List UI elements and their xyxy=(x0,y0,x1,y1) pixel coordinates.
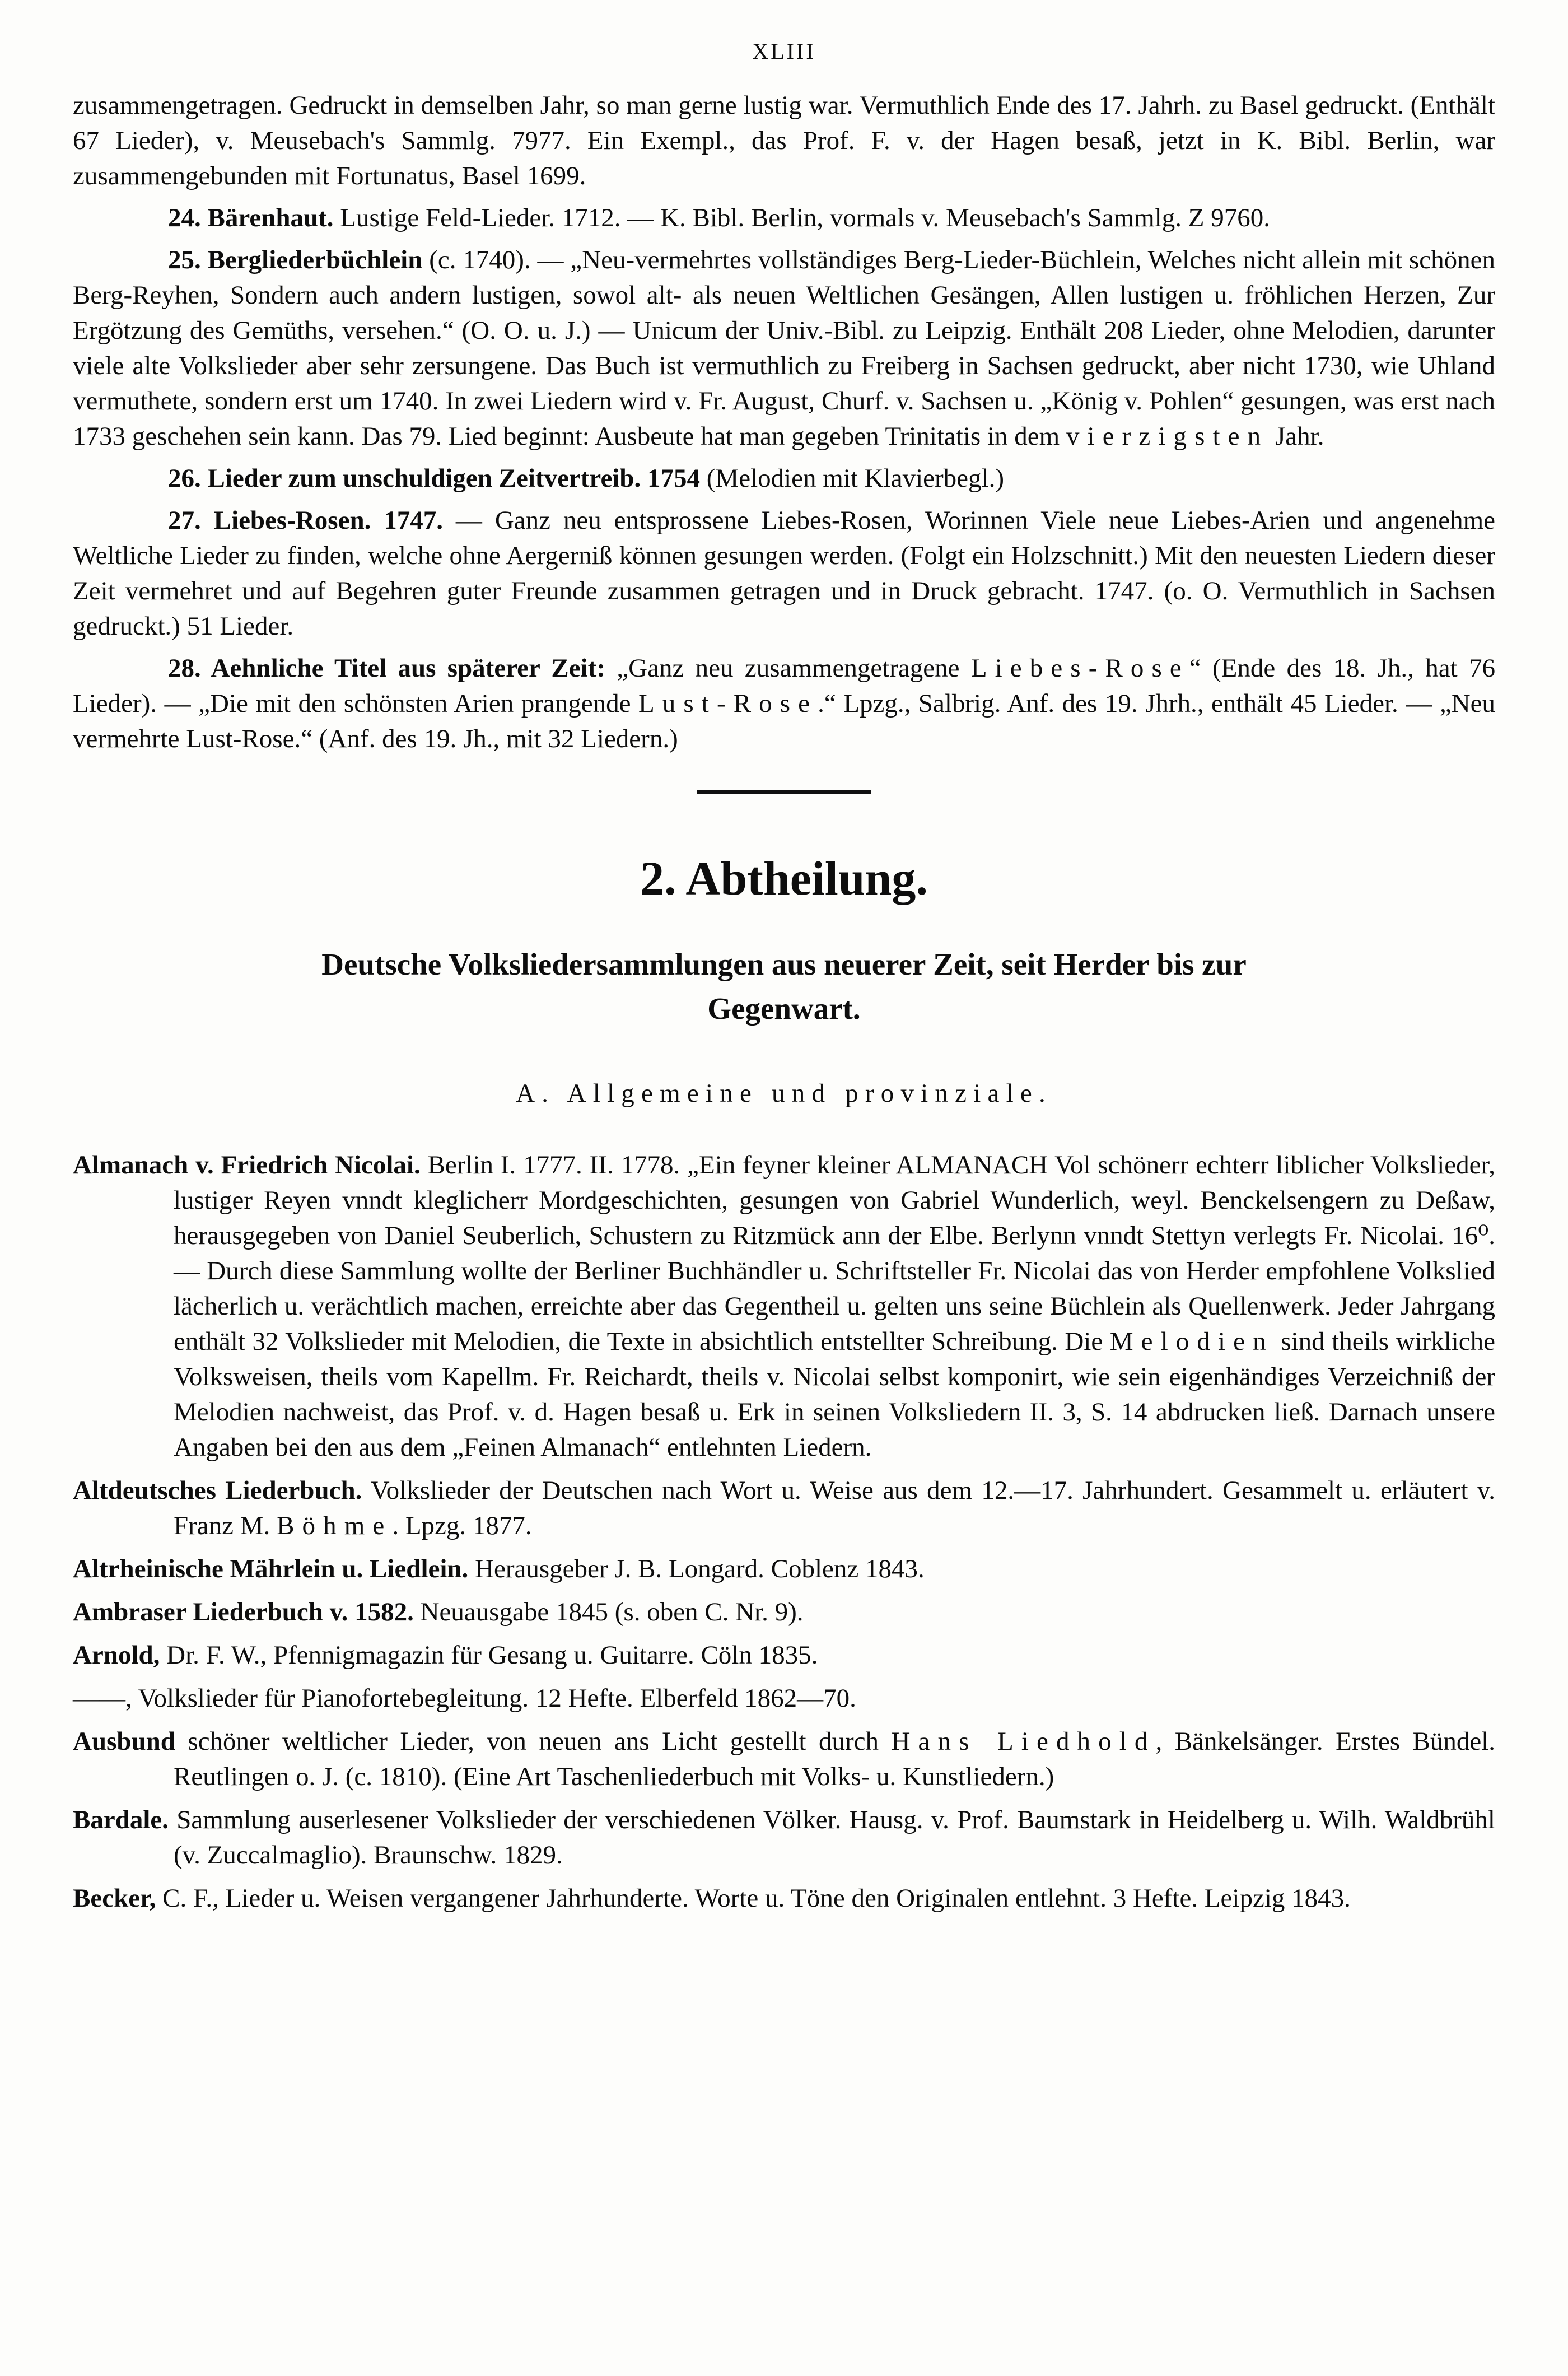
entry-24-title: 24. Bärenhaut. xyxy=(168,203,334,232)
entry-arnold-ditto-text: ——, Volkslieder für Pianofortebegleitung. 12 Hefte. Elberfeld 1862—70. xyxy=(73,1684,856,1713)
entry-28-text-c: .“ Lpzg., Salbrig. Anf. des 19. Jhrh., enthält 45 Lieder. — „Neu vermehrte Lust-Rose.“ (Anf. des 19. Jh., mit 32 Liedern.) xyxy=(73,689,1496,753)
entry-altrheinische-text: Herausgeber J. B. Longard. Coblenz 1843. xyxy=(468,1554,925,1584)
entry-28 xyxy=(73,651,1495,757)
entry-almanach-text-b: sind theils wirkliche Volksweisen, theils vom Kapellm. Fr. Reichardt, theils v. Nicolai selbst komponirt, wie sein eigenhändiges Verzeichniß der Melodien nachweist, das Prof. v. d. Hagen besaß u. Erk in seinen Volksliedern II. 3, S. 14 abdrucken ließ. Darnach unsere Angaben bei den aus dem „Feinen Almanach“ entlehnten Liedern. xyxy=(174,1327,1495,1462)
page-number: XLIII xyxy=(752,39,816,64)
section-subheading-line2: Gegenwart. xyxy=(707,991,861,1026)
entry-almanach-title: Almanach v. Friedrich Nicolai. xyxy=(73,1150,421,1180)
entry-25-text-b: Jahr. xyxy=(1268,422,1324,451)
entry-26 xyxy=(73,461,1495,496)
entry-altrheinische-title: Altrheinische Mährlein u. Liedlein. xyxy=(73,1554,469,1584)
entry-arnold xyxy=(73,1638,1495,1673)
entry-arnold-title: Arnold, xyxy=(73,1641,160,1670)
subsection-heading: A. Allgemeine und provinziale. xyxy=(516,1079,1052,1108)
entry-almanach-text-a: Berlin I. 1777. II. 1778. „Ein feyner kleiner ALMANACH Vol schönerr echterr liblicher Volkslieder, lustiger Reyen vnndt kleglicherr Mordgeschichten, gesungen von Gabriel Wunderlich, weyl. Benckelsengern zu Deßaw, herausgegeben von Daniel Seuberlich, Schustern zu Ritzmück ann der Elbe. Berlynn vnndt Stettyn verlegts Fr. Nicolai. 16⁰. — Durch diese Sammlung wollte der Berliner Buchhändler u. Schriftsteller Fr. Nicolai das von Herder empfohlene Volkslied lächerlich u. verächtlich machen, erreichte aber das Gegentheil u. gelten uns seine Büchlein als Quellenwerk. Jeder Jahrgang enthält 32 Volkslieder mit Melodien, die Texte in absichtlich entstellter Schreibung. Die xyxy=(174,1150,1495,1357)
entry-bardale-title: Bardale. xyxy=(73,1805,169,1835)
entry-altrheinische xyxy=(73,1552,1495,1587)
section-heading: 2. Abtheilung. xyxy=(640,851,928,905)
entry-becker-title: Becker, xyxy=(73,1884,156,1913)
entry-altdeutsches-liederbuch xyxy=(73,1473,1495,1544)
entry-25 xyxy=(73,243,1495,454)
entry-becker-text: C. F., Lieder u. Weisen vergangener Jahrhunderte. Worte u. Töne den Originalen entlehnt. 3 Hefte. Leipzig 1843. xyxy=(156,1884,1351,1913)
entry-28-emphasized-title-2: Lust-Rose xyxy=(638,689,818,718)
section-subheading xyxy=(73,942,1495,1032)
entry-almanach-emphasized-word: Melodien xyxy=(1109,1327,1274,1357)
entry-almanach xyxy=(73,1148,1495,1465)
entry-altdeutsches-title: Altdeutsches Liederbuch. xyxy=(73,1476,362,1506)
entry-27 xyxy=(73,503,1495,644)
entry-altdeutsches-text-a: Volkslieder der Deutschen nach Wort u. Weise aus dem 12.—17. Jahrhundert. Gesammelt u. erläutert v. Franz M. xyxy=(174,1476,1495,1541)
entry-27-text: — Ganz neu entsprossene Liebes-Rosen, Worinnen Viele neue Liebes-Arien und angenehme Weltliche Lieder zu finden, welche ohne Aergerniß können gesungen werden. (Folgt ein Holzschnitt.) Mit den neuesten Liedern dieser Zeit vermehret und auf Begehren guter Freunde zusammen getragen und in Druck gebracht. 1747. (o. O. Vermuthlich in Sachsen gedruckt.) 51 Lieder. xyxy=(73,506,1495,641)
entry-27-title: 27. Liebes-Rosen. 1747. xyxy=(168,506,444,535)
entry-25-title: 25. Bergliederbüchlein xyxy=(168,245,423,274)
intro-paragraph xyxy=(73,88,1495,194)
entry-25-text-a: (c. 1740). — „Neu-vermehrtes vollständiges Berg-Lieder-Büchlein, Welches nicht allein mit schönen Berg-Reyhen, Sondern auch andern lustigen, sowol alt- als neuen Weltlichen Gesängen, Allen lustigen u. fröhlichen Herzen, Zur Ergötzung des Gemüths, versehen.“ (O. O. u. J.) — Unicum der Univ.-Bibl. zu Leipzig. Enthält 208 Lieder, ohne Melodien, darunter viele alte Volkslieder aber sehr zersungene. Das Buch ist vermuthlich zu Freiberg in Sachsen gedruckt, aber nicht 1730, wie Uhland vermuthete, sondern erst um 1740. In zwei Liedern wird v. Fr. August, Churf. v. Sachsen u. „König v. Pohlen“ gesungen, was erst nach 1733 geschehen sein kann. Das 79. Lied beginnt: Ausbeute hat man gegeben Trinitatis in dem xyxy=(73,245,1495,451)
entry-ausbund-title: Ausbund xyxy=(73,1727,175,1757)
entry-becker xyxy=(73,1881,1495,1916)
entry-26-text: (Melodien mit Klavierbegl.) xyxy=(700,464,1004,493)
entry-ausbund-text-a: schöner weltlicher Lieder, von neuen ans Licht gestellt durch xyxy=(175,1727,892,1757)
entry-ausbund xyxy=(73,1724,1495,1795)
entry-28-text-a: „Ganz neu zusammengetragene xyxy=(605,654,971,683)
entry-24 xyxy=(73,201,1495,236)
entry-arnold-text: Dr. F. W., Pfennigmagazin für Gesang u. Guitarre. Cöln 1835. xyxy=(160,1641,818,1670)
entry-ambraser xyxy=(73,1595,1495,1630)
entry-ambraser-title: Ambraser Liederbuch v. 1582. xyxy=(73,1597,414,1627)
section-divider-rule xyxy=(697,790,871,794)
entry-bardale-text: Sammlung auserlesener Volkslieder der verschiedenen Völker. Hausg. v. Prof. Baumstark in Heidelberg u. Wilh. Waldbrühl (v. Zuccalmaglio). Braunschw. 1829. xyxy=(169,1805,1495,1870)
entry-25-emphasized-word: vierzigsten xyxy=(1066,422,1269,451)
entry-28-emphasized-title-1: Liebes-Rose xyxy=(970,654,1189,683)
entry-28-text-b: “ (Ende des 18. Jh., hat 76 Lieder). — „Die mit den schönsten Arien prangende xyxy=(73,654,1495,718)
entry-24-text: Lustige Feld-Lieder. 1712. — K. Bibl. Berlin, vormals v. Meusebach's Sammlg. Z 9760. xyxy=(333,203,1270,232)
entry-bardale xyxy=(73,1802,1495,1873)
entry-26-title: 26. Lieder zum unschuldigen Zeitvertreib. 1754 xyxy=(168,464,701,493)
entry-ausbund-emphasized-name: Hans Liedhold xyxy=(891,1727,1156,1757)
entry-altdeutsches-emphasized-name: Böhme xyxy=(277,1511,393,1541)
section-subheading-line1: Deutsche Volksliedersammlungen aus neuerer Zeit, seit Herder bis zur xyxy=(321,947,1247,981)
intro-text: zusammengetragen. Gedruckt in demselben Jahr, so man gerne lustig war. Vermuthlich Ende des 17. Jahrh. zu Basel gedruckt. (Enthält 67 Lieder), v. Meusebach's Sammlg. 7977. Ein Exempl., das Prof. F. v. der Hagen besaß, jetzt in K. Bibl. Berlin, war zusammengebunden mit Fortunatus, Basel 1699. xyxy=(73,91,1495,190)
entry-arnold-ditto xyxy=(73,1681,1495,1716)
entry-ausbund-text-b: , Bänkelsänger. Erstes Bündel. Reutlingen o. J. (c. 1810). (Eine Art Taschenliederbuch mit Volks- u. Kunstliedern.) xyxy=(174,1727,1495,1792)
entry-altdeutsches-text-b: . Lpzg. 1877. xyxy=(392,1511,532,1541)
entry-ambraser-text: Neuausgabe 1845 (s. oben C. Nr. 9). xyxy=(413,1597,804,1627)
entry-28-title: 28. Aehnliche Titel aus späterer Zeit: xyxy=(168,654,605,683)
